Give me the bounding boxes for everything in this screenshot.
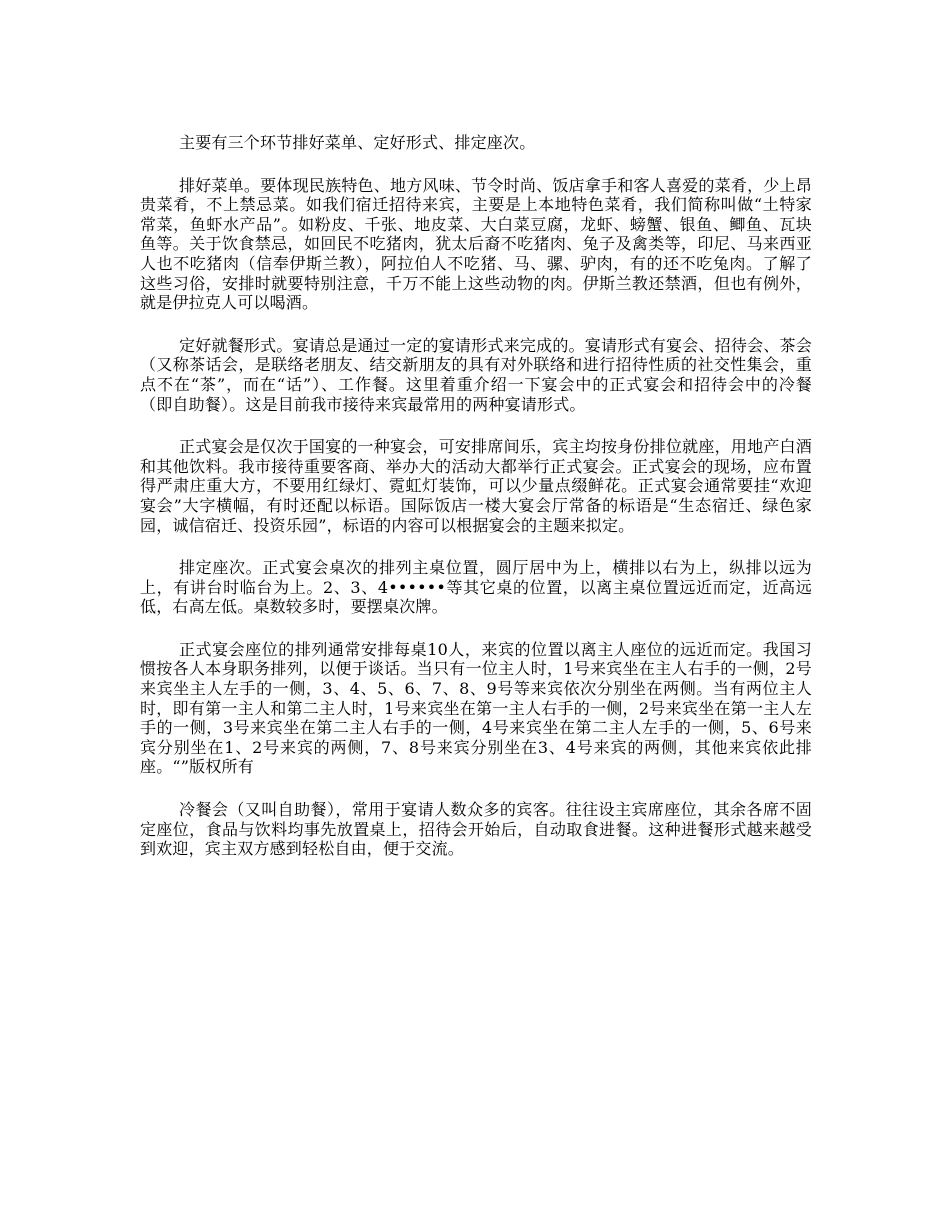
buffet-paragraph: 冷餐会（又叫自助餐），常用于宴请人数众多的宾客。往往设主宾席座位，其余各席不固定座位，食品与饮料均事先放置桌上，招待会开始后，自动取食进餐。这种进餐形式越来越受到欢迎，宾主双方感到轻松自由，便于交流。 bbox=[140, 800, 812, 859]
formal-banquet-paragraph: 正式宴会是仅次于国宴的一种宴会，可安排席间乐，宾主均按身份排位就座，用地产白酒和其他饮料。我市接待重要客商、举办大的活动大都举行正式宴会。正式宴会的现场，应布置得严肃庄重大方，不要用红绿灯、霓虹灯装饰，可以少量点缀鲜花。正式宴会通常要挂“欢迎宴会”大字横幅，有时还配以标语。国际饭店一楼大宴会厅常备的标语是“生态宿迁、绿色家园，诚信宿迁、投资乐园”，标语的内容可以根据宴会的主题来拟定。 bbox=[140, 437, 812, 535]
menu-paragraph: 排好菜单。要体现民族特色、地方风味、节令时尚、饭店拿手和客人喜爱的菜肴，少上昂贵菜肴，不上禁忌菜。如我们宿迁招待来宾，主要是上本地特色菜肴，我们简称叫做“土特家常菜，鱼虾水产品”。如粉皮、千张、地皮菜、大白菜豆腐，龙虾、螃蟹、银鱼、鲫鱼、瓦块鱼等。关于饮食禁忌，如回民不吃猪肉，犹太后裔不吃猪肉、兔子及禽类等，印尼、马来西亚人也不吃猪肉（信奉伊斯兰教），阿拉伯人不吃猪、马、骡、驴肉，有的还不吃兔肉。了解了这些习俗，安排时就要特别注意，千万不能上这些动物的肉。伊斯兰教还禁酒，但也有例外，就是伊拉克人可以喝酒。 bbox=[140, 175, 812, 313]
seat-order-paragraph: 正式宴会座位的排列通常安排每桌10人，来宾的位置以离主人座位的远近而定。我国习惯按各人本身职务排列，以便于谈话。当只有一位主人时，1号来宾坐在主人右手的一侧，2号来宾坐主人左手的一侧，3、4、5、6、7、8、9号等来宾依次分别坐在两侧。当有两位主人时，即有第一主人和第二主人时，1号来宾坐在第一主人右手的一侧，2号来宾坐在第一主人左手的一侧，3号来宾坐在第二主人右手的一侧，4号来宾坐在第二主人左手的一侧，5、6号来宾分别坐在1、2号来宾的两侧，7、8号来宾分别坐在3、4号来宾的两侧，其他来宾依此排座。“”版权所有 bbox=[140, 639, 812, 777]
intro-paragraph: 主要有三个环节排好菜单、定好形式、排定座次。 bbox=[179, 133, 536, 152]
table-order-paragraph: 排定座次。正式宴会桌次的排列主桌位置，圆厅居中为上，横排以右为上，纵排以远为上，有讲台时临台为上。2、3、4••••••等其它桌的位置，以离主桌位置远近而定，近高远低，右高左低。桌数较多时，要摆桌次牌。 bbox=[140, 558, 812, 617]
dining-form-paragraph: 定好就餐形式。宴请总是通过一定的宴请形式来完成的。宴请形式有宴会、招待会、茶会（又称茶话会，是联络老朋友、结交新朋友的具有对外联络和进行招待性质的社交性集会，重点不在“茶”，而在“话”）、工作餐。这里着重介绍一下宴会中的正式宴会和招待会中的冷餐（即自助餐）。这是目前我市接待来宾最常用的两种宴请形式。 bbox=[140, 335, 812, 414]
document-body bbox=[140, 133, 812, 882]
